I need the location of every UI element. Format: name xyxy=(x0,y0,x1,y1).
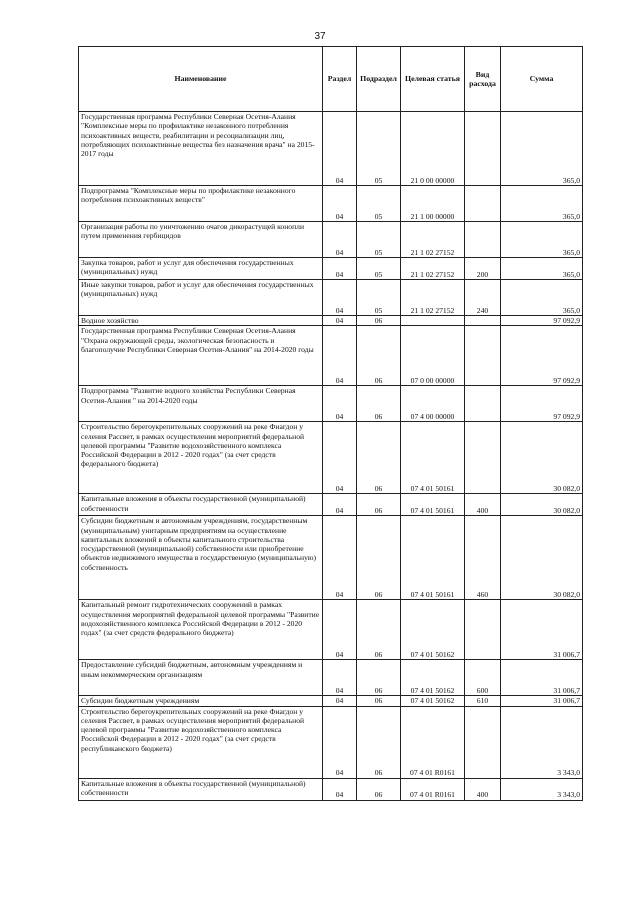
cell-exp-type xyxy=(465,112,501,186)
cell-name: Капитальные вложения в объекты государственной (муниципальной) собственности xyxy=(79,494,323,516)
cell-subsection: 06 xyxy=(357,696,401,706)
cell-target: 21 1 02 27152 xyxy=(401,258,465,280)
cell-subsection: 05 xyxy=(357,186,401,222)
cell-section: 04 xyxy=(323,778,357,800)
table-row xyxy=(79,258,583,280)
cell-exp-type: 400 xyxy=(465,494,501,516)
table-body xyxy=(79,112,583,801)
cell-exp-type: 400 xyxy=(465,778,501,800)
cell-target: 07 4 01 R0161 xyxy=(401,706,465,778)
cell-subsection: 05 xyxy=(357,112,401,186)
cell-subsection: 05 xyxy=(357,222,401,258)
cell-section: 04 xyxy=(323,696,357,706)
cell-target: 21 1 00 00000 xyxy=(401,186,465,222)
cell-subsection: 06 xyxy=(357,516,401,600)
cell-section: 04 xyxy=(323,494,357,516)
cell-sum: 365,0 xyxy=(501,222,583,258)
cell-sum: 365,0 xyxy=(501,186,583,222)
table-row xyxy=(79,516,583,600)
cell-exp-type: 460 xyxy=(465,516,501,600)
cell-subsection: 06 xyxy=(357,600,401,660)
cell-exp-type: 240 xyxy=(465,280,501,316)
cell-name: Закупка товаров, работ и услуг для обеспечения государственных (муниципальных) нужд xyxy=(79,258,323,280)
table-row xyxy=(79,422,583,494)
cell-subsection: 06 xyxy=(357,316,401,326)
table-row xyxy=(79,660,583,696)
table-row xyxy=(79,316,583,326)
cell-sum: 30 082,0 xyxy=(501,494,583,516)
cell-exp-type xyxy=(465,706,501,778)
table-row xyxy=(79,706,583,778)
cell-sum: 31 006,7 xyxy=(501,660,583,696)
cell-sum: 97 092,9 xyxy=(501,316,583,326)
cell-target: 21 0 00 00000 xyxy=(401,112,465,186)
cell-target: 07 4 01 50162 xyxy=(401,660,465,696)
cell-section: 04 xyxy=(323,112,357,186)
cell-sum: 365,0 xyxy=(501,112,583,186)
table-row xyxy=(79,280,583,316)
cell-subsection: 06 xyxy=(357,706,401,778)
cell-section: 04 xyxy=(323,386,357,422)
cell-name: Строительство берегоукрепительных сооружений на реке Фиагдон у селения Рассвет, в рамках осуществления мероприятий федеральной целевой программы "Развитие водохозяйственного комплекса Российской Федерации в 2012 - 2020 годах" (за счет средств республиканского бюджета) xyxy=(79,706,323,778)
cell-sum: 365,0 xyxy=(501,258,583,280)
cell-sum: 30 082,0 xyxy=(501,422,583,494)
cell-sum: 365,0 xyxy=(501,280,583,316)
cell-sum: 3 343,0 xyxy=(501,706,583,778)
cell-sum: 97 092,9 xyxy=(501,326,583,386)
cell-target: 07 4 01 50162 xyxy=(401,600,465,660)
cell-section: 04 xyxy=(323,660,357,696)
cell-section: 04 xyxy=(323,326,357,386)
table-row xyxy=(79,112,583,186)
table-row xyxy=(79,600,583,660)
table-row xyxy=(79,386,583,422)
column-header-exp-type: Вид расхода xyxy=(465,47,501,112)
table-row xyxy=(79,494,583,516)
cell-section: 04 xyxy=(323,600,357,660)
cell-name: Капитальный ремонт гидротехнических сооружений в рамках осуществления мероприятий федеральной целевой программы "Развитие водохозяйственного комплекса Российской Федерации в 2012 - 2020 годах" (за счет средств федерального бюджета) xyxy=(79,600,323,660)
cell-exp-type xyxy=(465,222,501,258)
cell-section: 04 xyxy=(323,186,357,222)
table-row xyxy=(79,222,583,258)
cell-sum: 97 092,9 xyxy=(501,386,583,422)
cell-section: 04 xyxy=(323,516,357,600)
cell-exp-type xyxy=(465,316,501,326)
cell-subsection: 05 xyxy=(357,280,401,316)
cell-target xyxy=(401,316,465,326)
budget-table xyxy=(78,46,583,801)
cell-section: 04 xyxy=(323,222,357,258)
page-number: 37 xyxy=(314,31,326,42)
cell-section: 04 xyxy=(323,316,357,326)
column-header-section: Раздел xyxy=(323,47,357,112)
cell-sum: 30 082,0 xyxy=(501,516,583,600)
cell-exp-type xyxy=(465,386,501,422)
cell-exp-type xyxy=(465,326,501,386)
cell-section: 04 xyxy=(323,280,357,316)
cell-target: 21 1 02 27152 xyxy=(401,280,465,316)
cell-subsection: 06 xyxy=(357,494,401,516)
cell-name: Капитальные вложения в объекты государственной (муниципальной) собственности xyxy=(79,778,323,800)
cell-name: Предоставление субсидий бюджетным, автономным учреждениям и иным некоммерческим организациям xyxy=(79,660,323,696)
cell-target: 07 4 00 00000 xyxy=(401,386,465,422)
column-header-subsection: Подраздел xyxy=(357,47,401,112)
cell-sum: 31 006,7 xyxy=(501,696,583,706)
cell-name: Государственная программа Республики Северная Осетия-Алания "Охрана окружающей среды, экологическая безопасность и благополучие Республики Северная Осетия-Алания" на 2014-2020 годы xyxy=(79,326,323,386)
cell-subsection: 05 xyxy=(357,258,401,280)
table-row xyxy=(79,186,583,222)
cell-name: Водное хозяйство xyxy=(79,316,323,326)
table-row xyxy=(79,326,583,386)
cell-subsection: 06 xyxy=(357,326,401,386)
cell-exp-type xyxy=(465,186,501,222)
cell-subsection: 06 xyxy=(357,660,401,696)
cell-section: 04 xyxy=(323,422,357,494)
cell-subsection: 06 xyxy=(357,422,401,494)
column-header-target: Целевая статья xyxy=(401,47,465,112)
cell-name: Подпрограмма "Развитие водного хозяйства Республики Северная Осетия-Алания " на 2014-2020 годы xyxy=(79,386,323,422)
cell-name: Государственная программа Республики Северная Осетия-Алания "Комплексные меры по профилактике незаконного потребления психоактивных веществ, реабилитации и ресоциализации лиц, потребляющих психоактивные вещества без назначения врача" на 2015-2017 годы xyxy=(79,112,323,186)
column-header-sum: Сумма xyxy=(501,47,583,112)
cell-target: 07 4 01 R0161 xyxy=(401,778,465,800)
cell-subsection: 06 xyxy=(357,778,401,800)
cell-exp-type: 600 xyxy=(465,660,501,696)
cell-name: Строительство берегоукрепительных сооружений на реке Фиагдон у селения Рассвет, в рамках осуществления мероприятий федеральной целевой программы "Развитие водохозяйственного комплекса Российской Федерации в 2012 - 2020 годах" (за счет средств федерального бюджета) xyxy=(79,422,323,494)
cell-name: Субсидии бюджетным учреждениям xyxy=(79,696,323,706)
cell-name: Организация работы по уничтожению очагов дикорастущей конопли путем применения гербицидов xyxy=(79,222,323,258)
column-header-name: Наименование xyxy=(79,47,323,112)
cell-exp-type: 200 xyxy=(465,258,501,280)
cell-target: 07 0 00 00000 xyxy=(401,326,465,386)
table-row xyxy=(79,778,583,800)
table-row xyxy=(79,696,583,706)
cell-name: Субсидии бюджетным и автономным учреждениям, государственным (муниципальным) унитарным предприятиям на осуществление капитальных вложений в объекты капитального строительства государственной (муниципальной) собственности или приобретение объектов недвижимого имущества в государственную (муниципальную) собственность xyxy=(79,516,323,600)
table-header-row xyxy=(79,47,583,112)
cell-target: 21 1 02 27152 xyxy=(401,222,465,258)
cell-section: 04 xyxy=(323,706,357,778)
cell-target: 07 4 01 50161 xyxy=(401,422,465,494)
cell-subsection: 06 xyxy=(357,386,401,422)
cell-section: 04 xyxy=(323,258,357,280)
cell-target: 07 4 01 50161 xyxy=(401,516,465,600)
cell-sum: 31 006,7 xyxy=(501,600,583,660)
cell-name: Подпрограмма "Комплексные меры по профилактике незаконного потребления психоактивных веществ" xyxy=(79,186,323,222)
cell-exp-type: 610 xyxy=(465,696,501,706)
cell-target: 07 4 01 50162 xyxy=(401,696,465,706)
cell-sum: 3 343,0 xyxy=(501,778,583,800)
cell-name: Иные закупки товаров, работ и услуг для обеспечения государственных (муниципальных) нужд xyxy=(79,280,323,316)
cell-exp-type xyxy=(465,422,501,494)
cell-target: 07 4 01 50161 xyxy=(401,494,465,516)
cell-exp-type xyxy=(465,600,501,660)
